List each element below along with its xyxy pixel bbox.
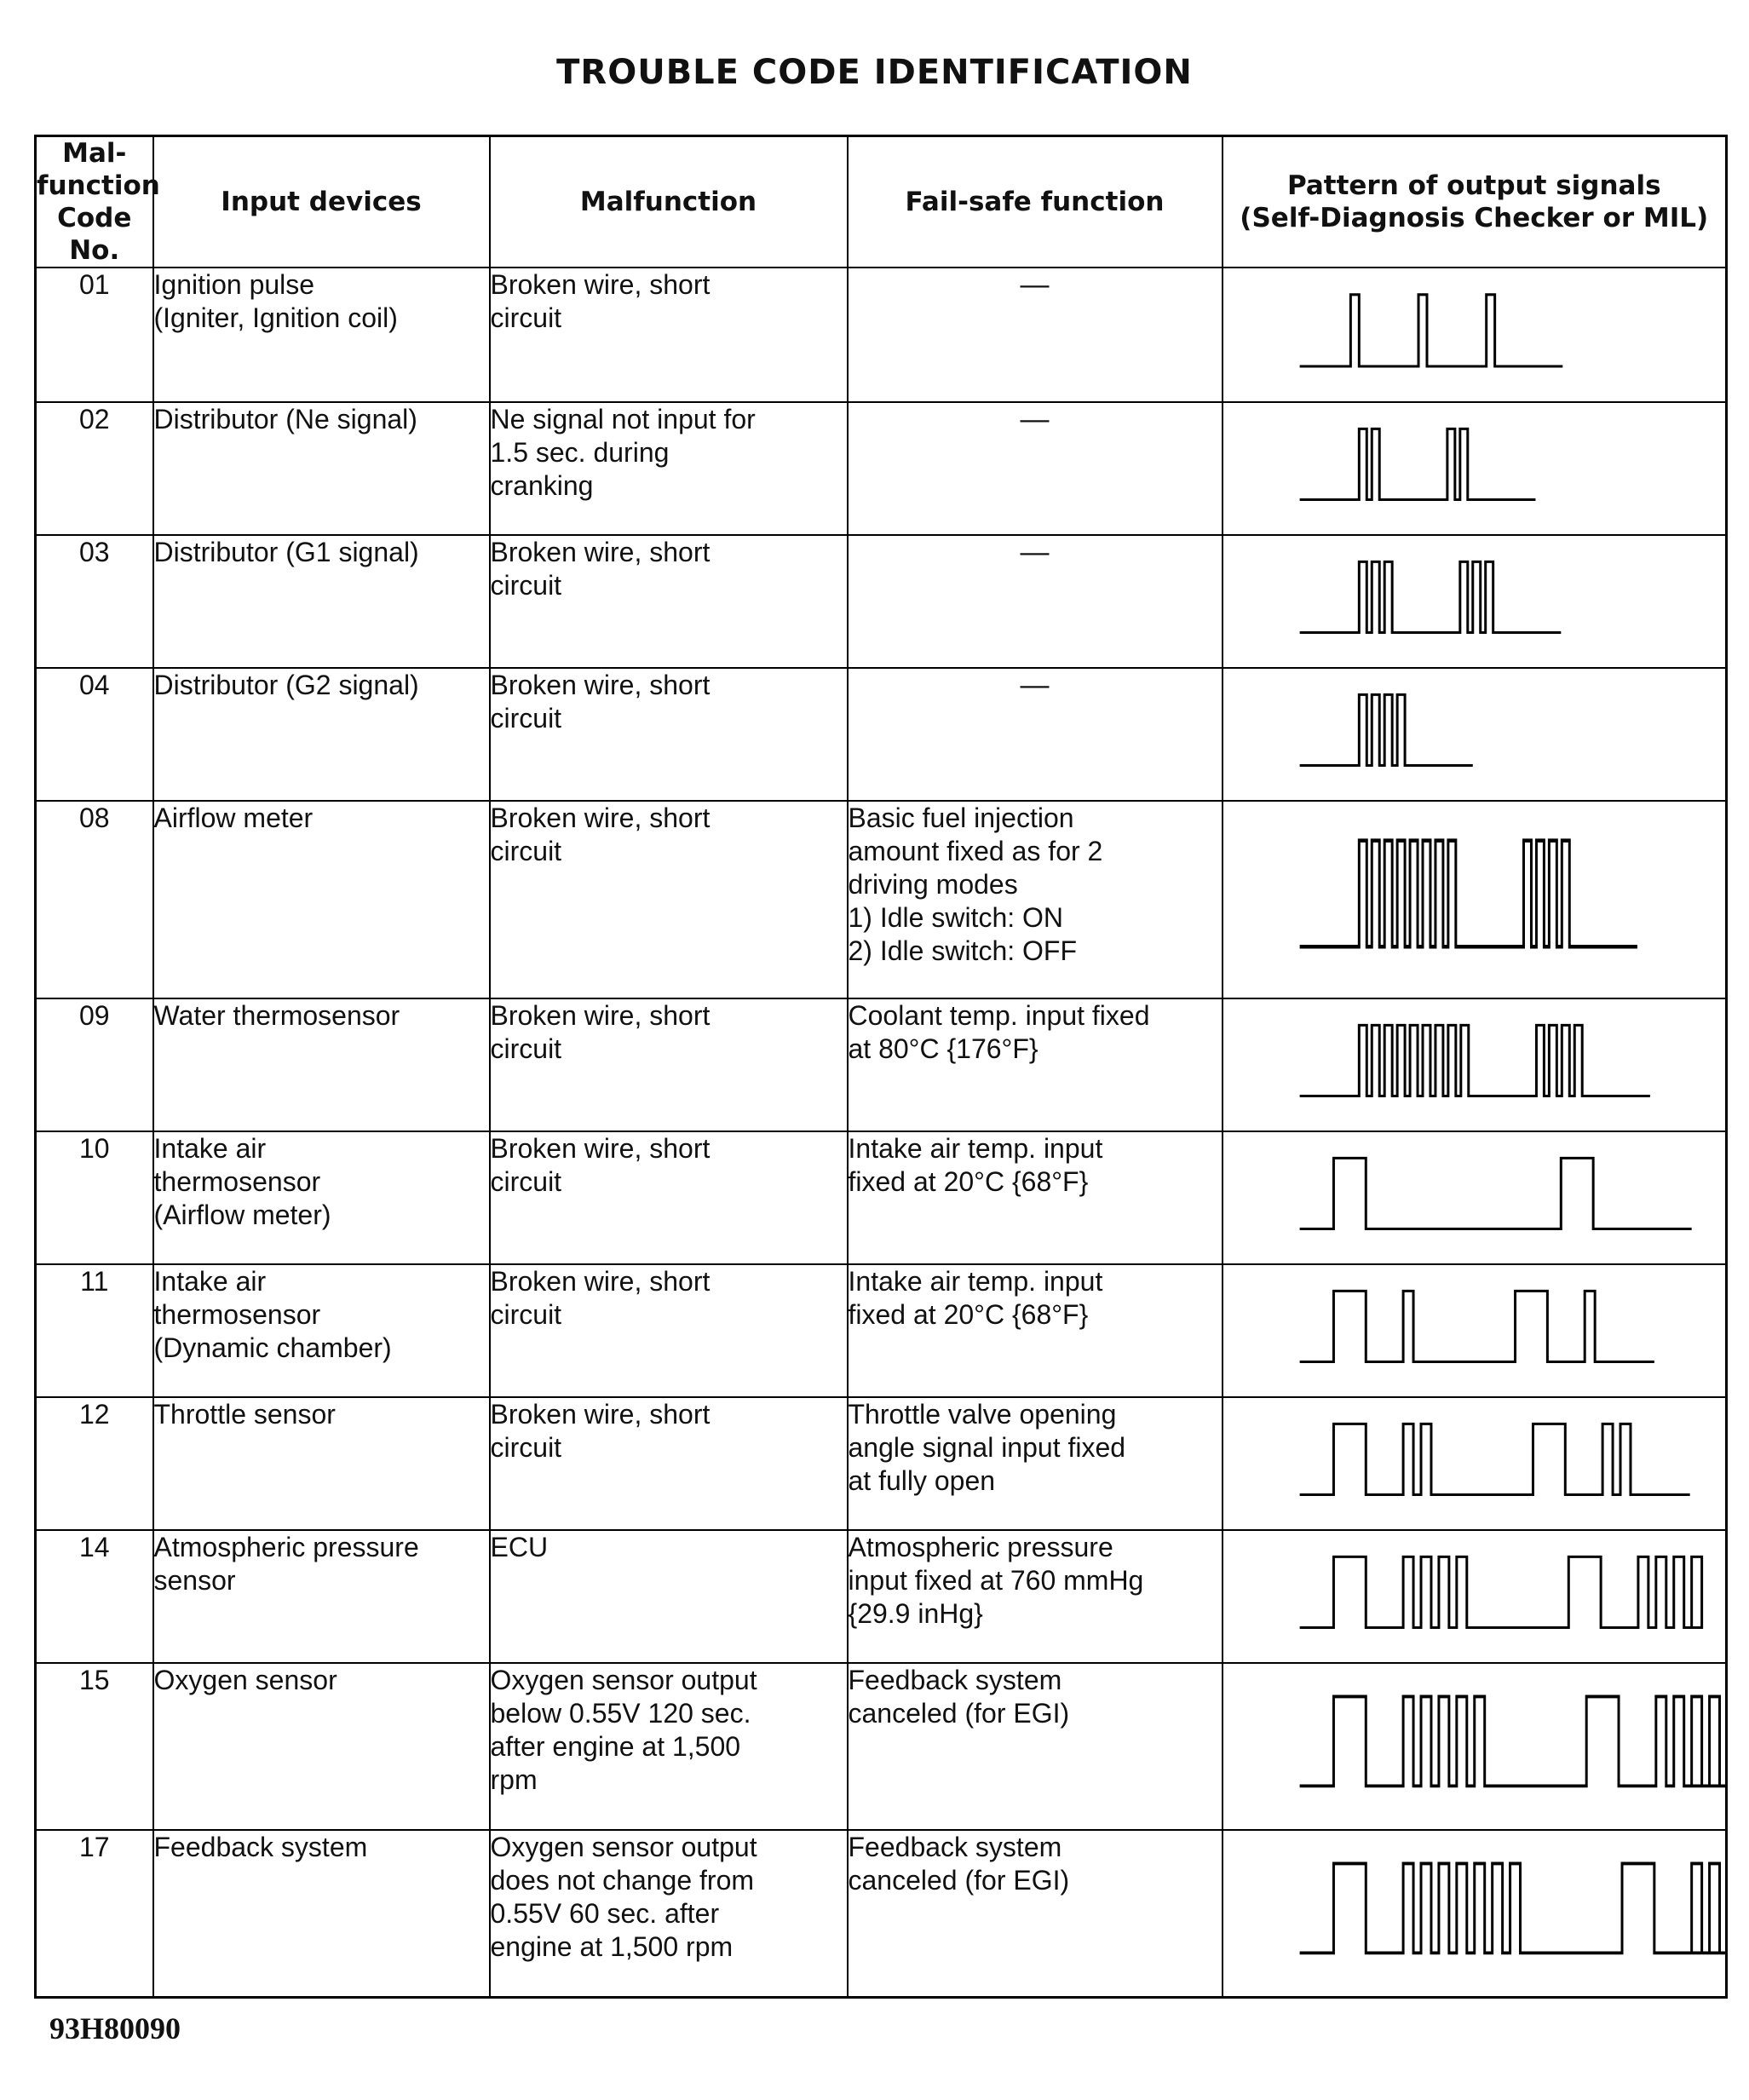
signal-diagram [1223,536,1726,665]
table-row [36,535,1727,668]
header-failsafe: Fail-safe function [848,136,1223,268]
input-device-cell: Distributor (G1 signal) [153,535,490,668]
signal-waveform [1299,295,1562,366]
signal-diagram [1223,669,1726,798]
failsafe-cell: Coolant temp. input fixed at 80°C {176°F} [848,998,1223,1131]
signal-diagram [1223,268,1726,400]
code-cell: 04 [36,668,153,801]
input-device-cell: Oxygen sensor [153,1663,490,1830]
output-signal-pattern [1223,1264,1727,1397]
signal-waveform [1299,841,1637,947]
failsafe-cell: — [848,268,1223,402]
output-signal-pattern [1223,1663,1727,1830]
input-device-cell: Intake air thermosensor (Airflow meter) [153,1131,490,1264]
input-device-cell: Water thermosensor [153,998,490,1131]
output-signal-pattern [1223,801,1727,998]
signal-waveform [1299,1424,1689,1494]
malfunction-cell: Broken wire, short circuit [490,535,848,668]
table-row [36,1663,1727,1830]
failsafe-cell: Basic fuel injection amount fixed as for 2 driving modes 1) Idle switch: ON 2) Idle switch: OFF [848,801,1223,998]
input-device-cell: Airflow meter [153,801,490,998]
failsafe-cell: Atmospheric pressure input fixed at 760 mmHg {29.9 inHg} [848,1530,1223,1663]
page-title: TROUBLE CODE IDENTIFICATION [556,53,1193,92]
malfunction-cell: Broken wire, short circuit [490,998,848,1131]
failsafe-cell: — [848,668,1223,801]
figure-id: 93H80090 [49,2011,181,2045]
signal-diagram [1223,1664,1726,1827]
code-cell: 15 [36,1663,153,1830]
failsafe-cell: Feedback system canceled (for EGI) [848,1830,1223,1997]
signal-waveform [1299,1291,1654,1361]
signal-diagram [1223,403,1726,532]
output-signal-pattern [1223,1530,1727,1663]
code-cell: 17 [36,1830,153,1997]
output-signal-pattern [1223,402,1727,535]
malfunction-cell: Broken wire, short circuit [490,801,848,998]
input-device-cell: Intake air thermosensor (Dynamic chamber) [153,1264,490,1397]
code-cell: 02 [36,402,153,535]
malfunction-cell: Broken wire, short circuit [490,1131,848,1264]
table-body [36,268,1727,1997]
trouble-code-table [34,135,1728,1999]
failsafe-cell: — [848,535,1223,668]
signal-diagram [1223,1265,1726,1395]
code-cell: 03 [36,535,153,668]
signal-diagram [1223,1831,1726,1994]
failsafe-cell: Feedback system canceled (for EGI) [848,1663,1223,1830]
signal-waveform [1299,561,1561,632]
code-cell: 09 [36,998,153,1131]
failsafe-cell: Intake air temp. input fixed at 20°C {68°F} [848,1264,1223,1397]
signal-diagram [1223,999,1726,1129]
malfunction-cell: Oxygen sensor output below 0.55V 120 sec. after engine at 1,500 rpm [490,1663,848,1830]
table-row [36,1530,1727,1663]
signal-waveform [1299,429,1535,499]
code-cell: 10 [36,1131,153,1264]
code-cell: 14 [36,1530,153,1663]
signal-diagram [1223,1132,1726,1262]
failsafe-cell: — [848,402,1223,535]
signal-waveform [1299,694,1472,765]
table-row [36,268,1727,402]
header-malfunction: Malfunction [490,136,848,268]
table-row [36,1830,1727,1997]
signal-diagram [1223,1531,1726,1660]
output-signal-pattern [1223,1131,1727,1264]
table-row [36,402,1727,535]
table-row [36,998,1727,1131]
input-device-cell: Distributor (Ne signal) [153,402,490,535]
signal-diagram [1223,802,1726,996]
signal-waveform [1299,1158,1691,1228]
malfunction-cell: Broken wire, short circuit [490,1264,848,1397]
output-signal-pattern [1223,268,1727,402]
input-device-cell: Ignition pulse (Igniter, Ignition coil) [153,268,490,402]
code-cell: 11 [36,1264,153,1397]
malfunction-cell: Broken wire, short circuit [490,268,848,402]
malfunction-cell: Broken wire, short circuit [490,668,848,801]
input-device-cell: Throttle sensor [153,1397,490,1530]
signal-waveform [1299,1696,1725,1786]
output-signal-pattern [1223,535,1727,668]
failsafe-cell: Throttle valve opening angle signal input fixed at fully open [848,1397,1223,1530]
table-row [36,668,1727,801]
malfunction-cell: ECU [490,1530,848,1663]
header-code: Mal- function Code No. [36,136,153,268]
header-input-devices: Input devices [153,136,490,268]
code-cell: 01 [36,268,153,402]
header-pattern: Pattern of output signals (Self-Diagnosis Checker or MIL) [1223,136,1727,268]
input-device-cell: Distributor (G2 signal) [153,668,490,801]
code-cell: 12 [36,1397,153,1530]
failsafe-cell: Intake air temp. input fixed at 20°C {68°F} [848,1131,1223,1264]
malfunction-cell: Ne signal not input for 1.5 sec. during cranking [490,402,848,535]
signal-waveform [1299,1863,1725,1953]
signal-waveform [1299,1556,1701,1627]
output-signal-pattern [1223,998,1727,1131]
signal-waveform [1299,1025,1649,1096]
code-cell: 08 [36,801,153,998]
input-device-cell: Atmospheric pressure sensor [153,1530,490,1663]
table-row [36,801,1727,998]
malfunction-cell: Broken wire, short circuit [490,1397,848,1530]
output-signal-pattern [1223,1397,1727,1530]
output-signal-pattern [1223,1830,1727,1997]
signal-diagram [1223,1398,1726,1528]
table-row [36,1264,1727,1397]
output-signal-pattern [1223,668,1727,801]
input-device-cell: Feedback system [153,1830,490,1997]
malfunction-cell: Oxygen sensor output does not change from 0.55V 60 sec. after engine at 1,500 rpm [490,1830,848,1997]
table-row [36,1131,1727,1264]
header-row [36,136,1727,268]
table-row [36,1397,1727,1530]
